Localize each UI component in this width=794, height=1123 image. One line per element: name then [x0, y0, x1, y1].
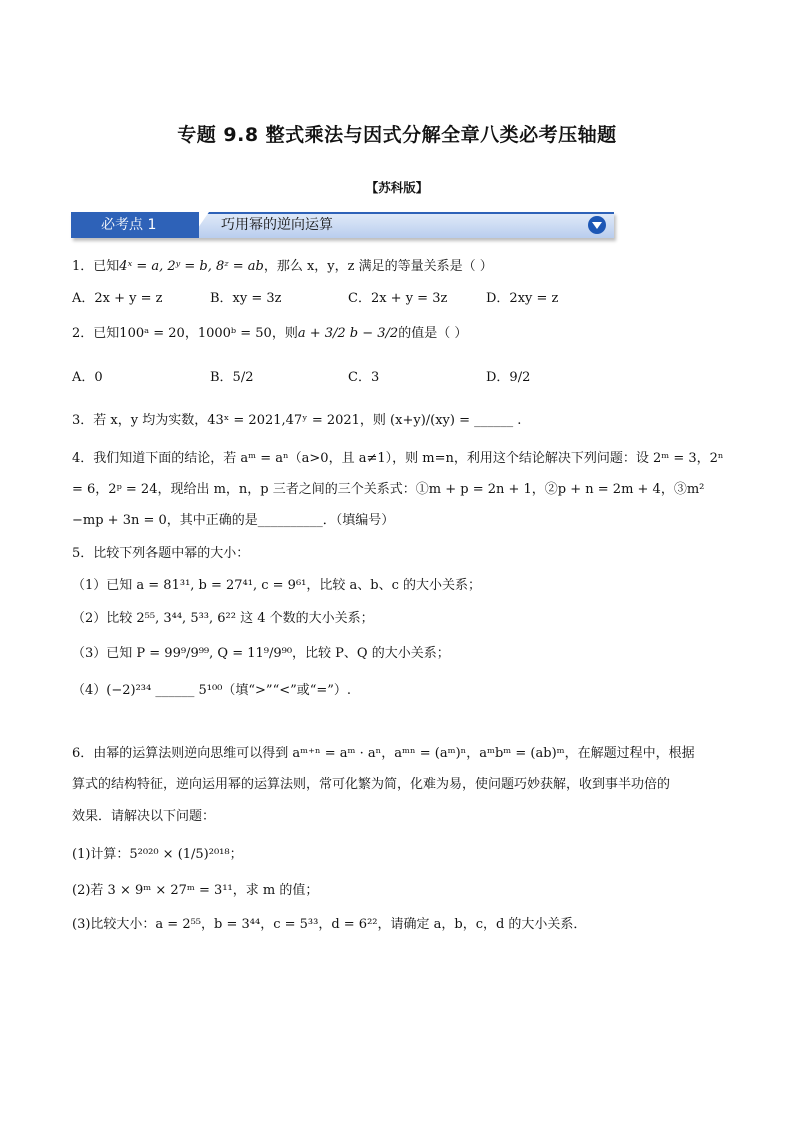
banner-tag: 必考点 1	[71, 212, 199, 238]
question-5-part-2: （2）比较 2⁵⁵, 3⁴⁴, 5³³, 6²² 这 4 个数的大小关系；	[72, 611, 374, 626]
option-b[interactable]: B．xy = 3z	[210, 291, 282, 306]
question-number: 1．	[72, 259, 94, 274]
question-condition: 4ˣ = a, 2ʸ = b, 8ᶻ = ab	[119, 259, 264, 274]
question-condition: 100ᵃ = 20，1000ᵇ = 50	[119, 326, 272, 341]
question-2	[72, 322, 467, 341]
question-6-part-2: (2)若 3 × 9ᵐ × 27ᵐ = 3¹¹，求 m 的值；	[72, 883, 319, 898]
question-text: 的值是（ ）	[398, 326, 468, 341]
question-text: 已知	[93, 326, 120, 341]
question-1	[72, 255, 493, 274]
banner-topic: 巧用幂的逆向运算	[221, 217, 333, 233]
question-4-line-2: = 6，2ᵖ = 24，现给出 m，n，p 三者之间的三个关系式：①m + p = 2n + 1，②p + n = 2m + 4，③m²	[72, 482, 705, 497]
question-4-line-3: −mp + 3n = 0，其中正确的是__________．（填编号）	[72, 513, 395, 528]
question-4-line-1: 4．我们知道下面的结论，若 aᵐ = aⁿ（a>0，且 a≠1），则 m=n，利用这个结论解决下列问题：设 2ᵐ = 3，2ⁿ	[72, 451, 724, 466]
section-banner	[71, 212, 614, 238]
question-6-part-1: (1)计算：5²⁰²⁰ × (1/5)²⁰¹⁸；	[72, 847, 243, 862]
question-5-part-1: （1）已知 a = 81³¹, b = 27⁴¹, c = 9⁶¹，比较 a、b、c 的大小关系；	[72, 578, 481, 593]
question-6-part-3: (3)比较大小：a = 2⁵⁵，b = 3⁴⁴，c = 5³³，d = 6²²，请确定 a，b，c，d 的大小关系．	[72, 917, 587, 932]
question-6-line-2: 算式的结构特征，逆向运用幂的运算法则，常可化繁为简，化难为易，使问题巧妙获解，收到事半功倍的	[72, 777, 671, 792]
option-c[interactable]: C．3	[348, 370, 380, 385]
question-6-line-3: 效果．请解决以下问题：	[72, 809, 216, 824]
page-title: 专题 9.8 整式乘法与因式分解全章八类必考压轴题	[177, 124, 617, 146]
option-a[interactable]: A．0	[72, 370, 103, 385]
question-5-intro: 5．比较下列各题中幂的大小：	[72, 546, 250, 561]
question-6-line-1: 6．由幂的运算法则逆向思维可以得到 aᵐ⁺ⁿ = aᵐ · aⁿ，aᵐⁿ = (aᵐ)ⁿ，aᵐbᵐ = (ab)ᵐ，在解题过程中，根据	[72, 746, 695, 761]
option-d[interactable]: D．9/2	[486, 370, 531, 385]
option-c[interactable]: C．2x + y = 3z	[348, 291, 448, 306]
question-3: 3．若 x，y 均为实数，43ˣ = 2021,47ʸ = 2021，则 (x+y)/(xy) = ______ .	[72, 413, 522, 428]
question-5-part-3: （3）已知 P = 99⁹/9⁹⁹, Q = 11⁹/9⁹⁰，比较 P、Q 的大小关系；	[72, 646, 450, 661]
question-expression: a + 3/2 b − 3/2	[297, 326, 399, 341]
question-number: 2．	[72, 326, 94, 341]
option-b[interactable]: B．5/2	[210, 370, 254, 385]
question-text: ，则	[271, 326, 298, 341]
option-d[interactable]: D．2xy = z	[486, 291, 559, 306]
edition-label: 【苏科版】	[365, 180, 429, 195]
chevron-down-icon[interactable]	[588, 216, 606, 234]
option-a[interactable]: A．2x + y = z	[72, 291, 163, 306]
question-text: 已知	[93, 259, 120, 274]
question-text: ，那么 x，y，z 满足的等量关系是（ ）	[263, 259, 493, 274]
question-5-part-4: （4）(−2)²³⁴ ______ 5¹⁰⁰（填“>”“<”或“=”）.	[72, 683, 352, 698]
